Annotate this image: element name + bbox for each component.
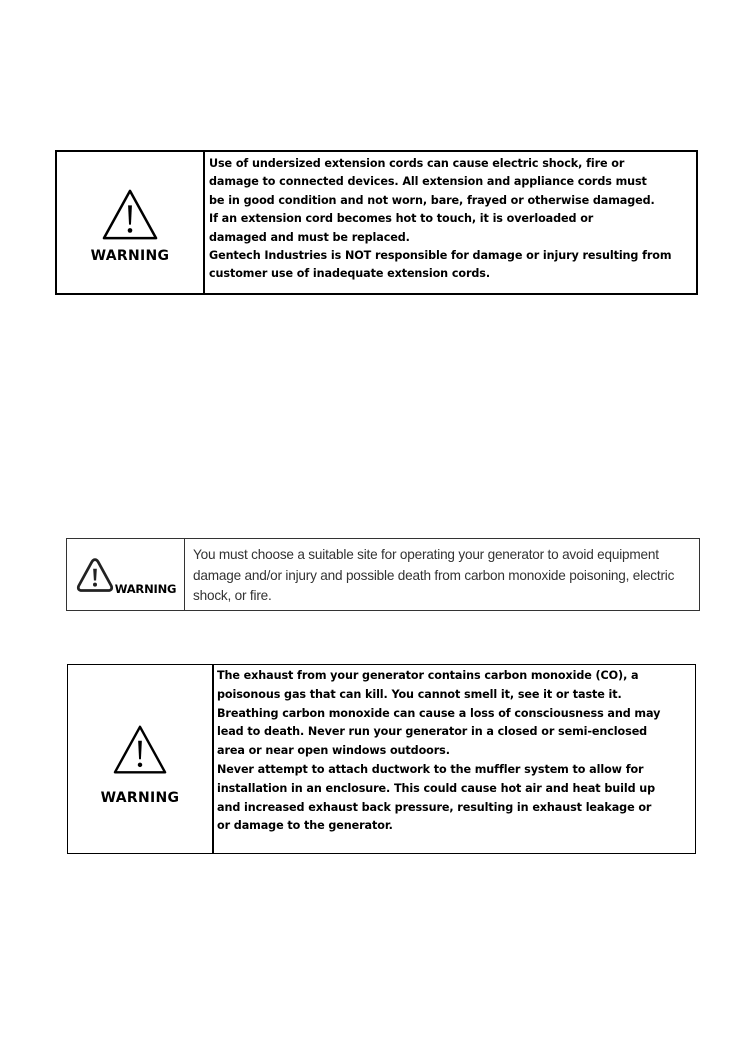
warning-icon-cell bbox=[67, 539, 185, 610]
warning-text-line: damaged and must be replaced. bbox=[209, 230, 410, 244]
warning-text-line: Use of undersized extension cords can cause electric shock, fire or bbox=[209, 157, 625, 170]
warning-text-line: or damage to the generator. bbox=[217, 819, 393, 833]
warning-text-line: customer use of inadequate extension cords. bbox=[209, 267, 490, 281]
warning-text-line: If an extension cord becomes hot to touch, it is overloaded or bbox=[209, 212, 594, 226]
warning-text-line: be in good condition and not worn, bare, frayed or otherwise damaged. bbox=[209, 193, 655, 207]
exclamation-triangle-icon bbox=[112, 724, 168, 776]
warning-text-line: poisonous gas that can kill. You cannot smell it, see it or taste it. bbox=[217, 687, 622, 701]
warning-text-line: lead to death. Never run your generator in a closed or semi-enclosed bbox=[217, 725, 648, 739]
warning-label: WARNING bbox=[90, 247, 170, 264]
exclamation-triangle-icon bbox=[101, 188, 159, 242]
warning-icon-cell bbox=[57, 152, 205, 293]
warning-text-line: Gentech Industries is NOT responsible for damage or injury resulting from bbox=[209, 249, 672, 263]
warning-text-line: shock, or fire. bbox=[193, 588, 272, 604]
warning-box-carbon-monoxide bbox=[67, 664, 696, 854]
warning-text-line: installation in an enclosure. This could cause hot air and heat build up bbox=[217, 781, 656, 795]
warning-text bbox=[185, 539, 699, 610]
warning-text bbox=[214, 665, 695, 853]
warning-icon-cell bbox=[68, 665, 214, 853]
exclamation-triangle-icon bbox=[75, 556, 115, 596]
warning-text-line: The exhaust from your generator contains carbon monoxide (CO), a bbox=[217, 669, 639, 682]
warning-label: WARNING bbox=[114, 582, 177, 596]
warning-label: WARNING bbox=[100, 790, 180, 806]
warning-text-line: Breathing carbon monoxide can cause a loss of consciousness and may bbox=[217, 706, 661, 720]
warning-text-line: area or near open windows outdoors. bbox=[217, 744, 450, 758]
warning-text-line: Never attempt to attach ductwork to the muffler system to allow for bbox=[217, 762, 644, 776]
warning-text bbox=[205, 152, 696, 293]
warning-box-extension-cords bbox=[55, 150, 698, 295]
warning-text-line: damage and/or injury and possible death from carbon monoxide poisoning, electric bbox=[193, 567, 675, 583]
warning-text-line: damage to connected devices. All extension and appliance cords must bbox=[209, 175, 647, 189]
warning-text-line: You must choose a suitable site for operating your generator to avoid equipment bbox=[193, 547, 659, 562]
warning-text-line: and increased exhaust back pressure, resulting in exhaust leakage or bbox=[217, 800, 652, 814]
warning-box-site-selection bbox=[66, 538, 700, 611]
